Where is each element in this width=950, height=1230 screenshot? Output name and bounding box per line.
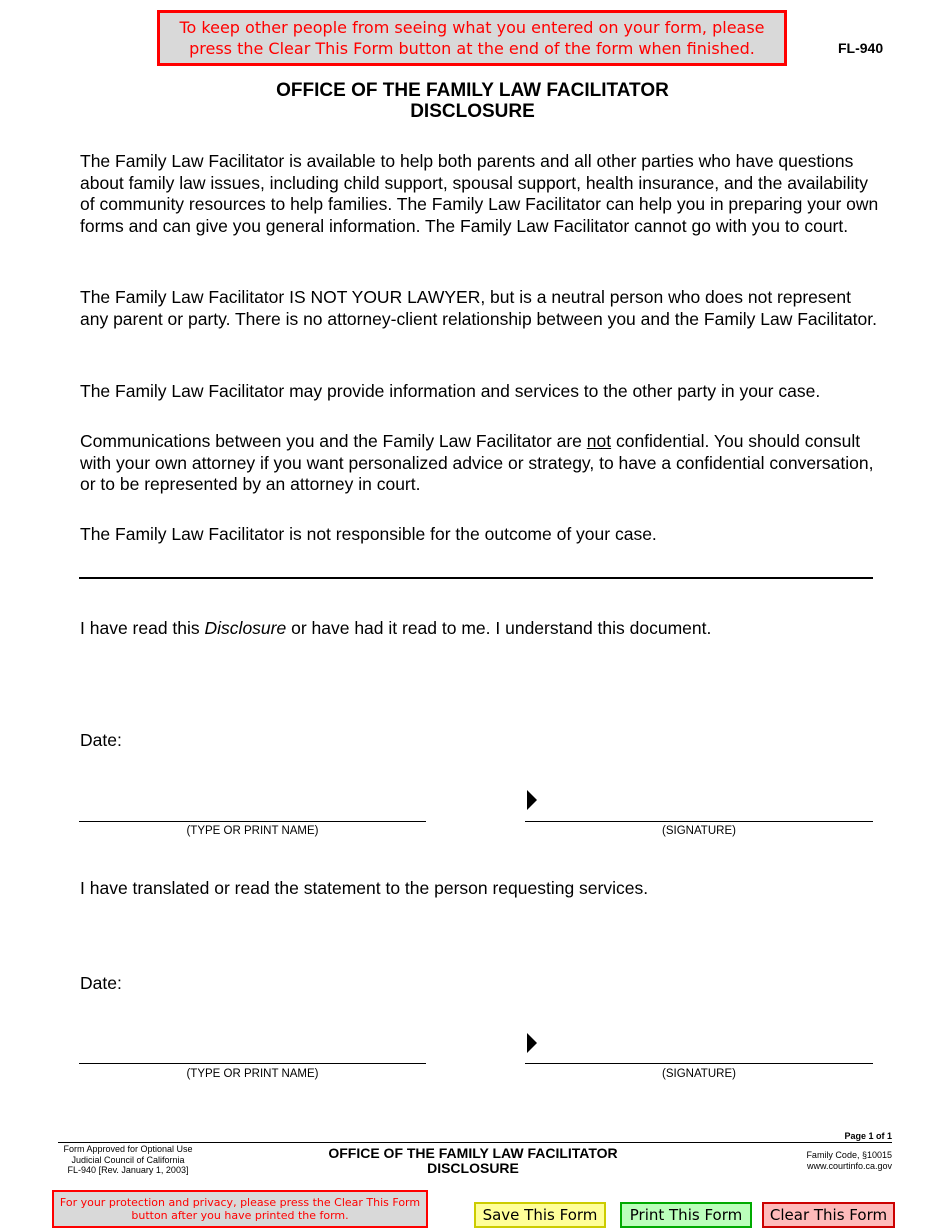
- footer-title: [270, 1146, 676, 1176]
- footer-title-line2: DISCLOSURE: [427, 1160, 519, 1176]
- clear-form-button[interactable]: Clear This Form: [762, 1202, 895, 1228]
- footer-reference-line2: www.courtinfo.ca.gov: [806, 1160, 892, 1171]
- translator-statement: I have translated or read the statement to the person requesting services.: [80, 878, 649, 898]
- footer-approval-line3: FL-940 [Rev. January 1, 2003]: [67, 1165, 189, 1175]
- paragraph-confidentiality: [80, 431, 880, 496]
- print-form-button[interactable]: Print This Form: [620, 1202, 752, 1228]
- translator-signature-arrow-icon: [527, 1033, 537, 1053]
- acknowledgement-text-end: or have had it read to me. I understand this document.: [286, 618, 712, 638]
- name-caption: (TYPE OR PRINT NAME): [186, 825, 319, 837]
- footer-reference: [752, 1150, 892, 1171]
- translator-signature-caption: (SIGNATURE): [662, 1068, 736, 1080]
- confidentiality-text-end: confidential. You should consult with your own attorney if you want personalized advice or strategy, to have a confidential conversation, or to be represented by an attorney in court.: [80, 431, 874, 494]
- privacy-notice-bottom: For your protection and privacy, please press the Clear This Form button after you have printed the form.: [52, 1190, 428, 1228]
- title-line1: OFFICE OF THE FAMILY LAW FACILITATOR: [276, 80, 669, 101]
- translator-name-field-line[interactable]: [79, 1063, 426, 1064]
- privacy-notice-top: To keep other people from seeing what you entered on your form, please press the Clear This Form button at the end of the form when finished.: [157, 10, 787, 66]
- translator-name-caption: (TYPE OR PRINT NAME): [186, 1068, 319, 1080]
- signature-arrow-icon: [527, 790, 537, 810]
- page-number: Page 1 of 1: [844, 1131, 892, 1141]
- translator-date-label: Date:: [80, 973, 122, 993]
- name-field-line[interactable]: [79, 821, 426, 822]
- signature-caption: (SIGNATURE): [662, 825, 736, 837]
- confidentiality-text-start: Communications between you and the Family Law Facilitator are: [80, 431, 587, 451]
- title-line2: DISCLOSURE: [410, 101, 535, 122]
- translator-signature-field-line[interactable]: [525, 1063, 873, 1064]
- paragraph-availability: The Family Law Facilitator is available to help both parents and all other parties who have questions about family law issues, including child support, spousal support, health insurance, and the availability of community resources to help families. The Family Law Facilitator can help you in preparing your own forms and can give you general information. The Family Law Facilitator cannot go with you to court.: [80, 151, 879, 236]
- footer-rule: [58, 1142, 892, 1143]
- form-number: FL-940: [838, 40, 884, 56]
- footer-approval-line1: Form Approved for Optional Use: [63, 1144, 193, 1154]
- signature-field-line[interactable]: [525, 821, 873, 822]
- footer-approval: [58, 1144, 198, 1176]
- paragraph-not-lawyer: The Family Law Facilitator IS NOT YOUR LAWYER, but is a neutral person who does not represent any parent or party. There is no attorney-client relationship between you and the Family Law Facilitator.: [80, 287, 877, 329]
- acknowledgement-statement: [80, 618, 880, 640]
- disclosure-italic: Disclosure: [204, 618, 287, 638]
- save-form-button[interactable]: Save This Form: [474, 1202, 606, 1228]
- footer-reference-line1: Family Code, §10015: [806, 1150, 892, 1160]
- paragraph-other-party: The Family Law Facilitator may provide information and services to the other party in your case.: [80, 381, 821, 401]
- section-divider: [79, 577, 873, 579]
- not-underlined: not: [586, 431, 612, 451]
- footer-approval-line2: Judicial Council of California: [71, 1154, 185, 1165]
- paragraph-outcome: The Family Law Facilitator is not responsible for the outcome of your case.: [80, 524, 657, 544]
- acknowledgement-text-start: I have read this: [80, 618, 205, 638]
- footer-title-line1: OFFICE OF THE FAMILY LAW FACILITATOR: [328, 1145, 618, 1161]
- date-label: Date:: [80, 730, 122, 750]
- page-title: [0, 80, 945, 122]
